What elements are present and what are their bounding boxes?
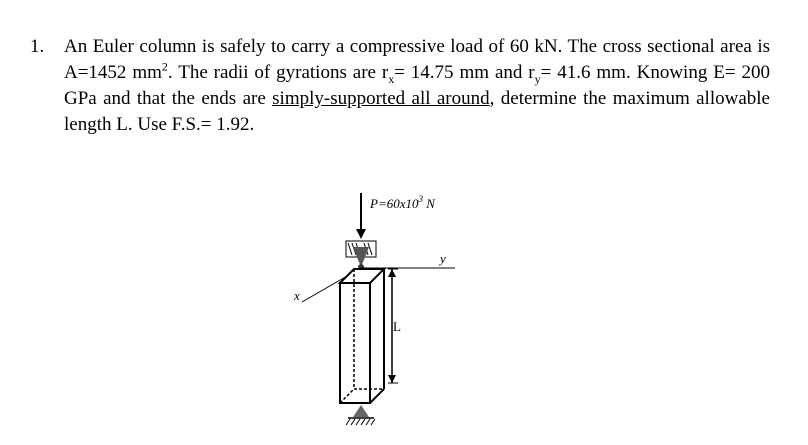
top-pin-support <box>346 241 376 270</box>
column-diagram <box>280 185 500 435</box>
problem-text <box>64 34 770 138</box>
problem-number: 1. <box>30 36 45 57</box>
column-figure <box>280 185 500 435</box>
text-part-3: = 14.75 mm and r <box>394 62 535 83</box>
column-body <box>340 269 384 403</box>
text-part-4: = 41.6 mm. Knowing E= 200 GPa and that the ends are <box>64 62 770 109</box>
rx-subscript: x <box>388 71 395 86</box>
text-part-2: . The radii of gyrations are r <box>167 62 389 83</box>
area-unit-exponent: 2 <box>161 59 168 74</box>
bottom-pin-support <box>346 405 375 425</box>
problem-statement <box>30 34 770 138</box>
length-label: L <box>393 319 401 334</box>
load-arrow <box>356 193 366 239</box>
y-axis-label: y <box>440 251 446 266</box>
text-part-1: An Euler column is safely to carry a compressive load of 60 kN. The cross sectional area is A=1452 mm <box>64 36 770 83</box>
ry-subscript: y <box>534 71 541 86</box>
text-part-5: , determine the maximum allowable length L. Use F.S.= 1.92. <box>64 88 770 135</box>
x-axis-label: x <box>294 288 300 303</box>
support-condition: simply-supported all around <box>272 88 490 109</box>
load-label: $P=60x10^3$ N <box>370 194 435 211</box>
